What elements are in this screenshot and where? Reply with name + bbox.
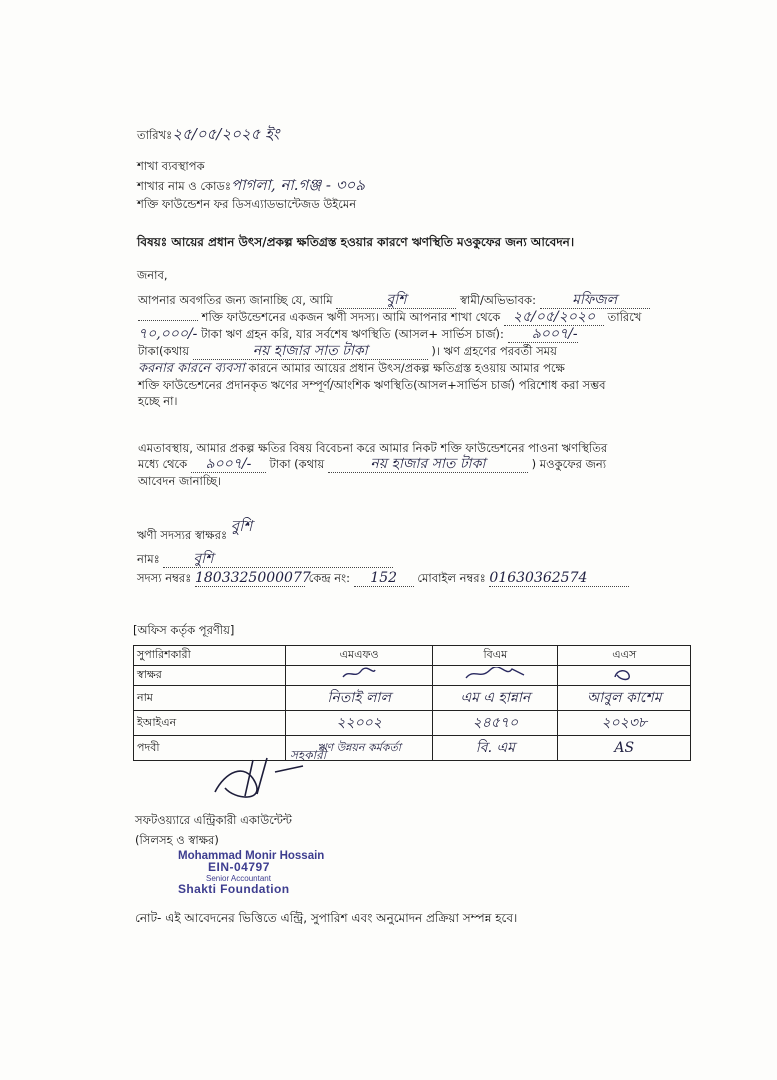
para1-text-1: আপনার অবগতির জন্য জানাচ্ছি যে, আমি [138,293,333,307]
waiver-words-value: নয় হাজার সাত টাকা [370,456,486,472]
office-heading: [অফিস কর্তৃক পূরণীয়] [133,623,235,637]
table-cell: ২৪৫৭০ [433,711,558,736]
table-cell: ইআইএন [134,711,286,736]
subject-line: বিষয়ঃ আয়ের প্রধান উৎস/প্রকল্প ক্ষতিগ্রস্ত হওয়ার কারণে ঋণস্থিতি মওকুফের জন্য আবেদন। [137,235,575,249]
para1-line-5 [138,360,698,377]
branch-line [137,177,365,194]
signature-cell-bm [433,666,558,686]
para2-text-3: টাকা (কথায় [269,457,325,471]
para1-line-7: হচ্ছে না। [138,394,178,408]
signature-mark [339,667,379,681]
balance-words-field [193,343,428,360]
manager-line: শাখা ব্যবস্থাপক [137,159,205,173]
balance-value: ৯০০৭/- [531,326,578,342]
table-row [134,666,691,686]
member-name-value-2: বুশি [193,551,214,567]
guardian-name-value: মফিজল [572,292,618,308]
member-no-value: 1803325000077 [194,570,311,586]
member-signature: বুশি [230,517,253,535]
blank-field [138,320,198,321]
para2-text-2: মধ্যে থেকে [138,457,188,471]
table-header-cell: এমএফও [286,646,433,666]
paragraph-2 [138,440,698,489]
para1-line-1 [138,292,698,309]
office-table [133,645,691,761]
member-name-field [336,292,456,309]
mobile-value: 01630362574 [489,570,588,586]
para1-line-2 [138,309,698,326]
waiver-words-field [328,456,528,473]
table-header-cell: সুপারিশকারী [134,646,286,666]
table-cell: স্বাক্ষর [134,666,286,686]
footnote: নোট- এই আবেদনের ভিত্তিতে এন্ট্রি, সুপারিশ এবং অনুমোদন প্রক্রিয়া সম্পন্ন হবে। [135,911,518,925]
para1-text-7: )। ঋণ গ্রহণের পরবর্তী সময় [431,344,557,358]
balance-field [508,326,578,343]
para1-line-4 [138,343,698,360]
branch-value: পাগলা, না.গঞ্জ - ৩০৯ [231,176,366,194]
accountant-signature [205,752,305,802]
signature-mark [460,667,530,681]
para1-line-3 [138,326,698,343]
table-cell: পদবী [134,736,286,761]
signature-cell-mfo [286,666,433,686]
table-header-row [134,646,691,666]
table-cell: আবুল কাশেম [558,686,691,711]
member-sign-label: ঋণী সদস্যর স্বাক্ষরঃ [137,528,228,542]
member-no-field [194,570,311,587]
mobile-label: মোবাইল নম্বরঃ [417,571,486,585]
para2-line-2 [138,456,698,473]
loan-date-field [504,309,604,326]
signature-cell-as [558,666,691,686]
guardian-name-field [540,292,650,309]
balance-words-value: নয় হাজার সাত টাকা [252,343,368,359]
table-cell: ২০২৩৮ [558,711,691,736]
table-cell: নিতাই লাল [286,686,433,711]
table-cell: AS [558,736,691,761]
mobile-field [489,570,629,587]
member-numbers-line [137,570,629,587]
para1-text-8: কারনে আমার আয়ের প্রধান উৎস/প্রকল্প ক্ষতিগ্রস্ত হওয়ায় আমার পক্ষে [248,361,565,375]
seal-ein: EIN-04797 [208,860,270,874]
table-header-cell: এএস [558,646,691,666]
table-row [134,686,691,711]
center-field [354,570,414,587]
member-name-field-2 [163,551,393,568]
table-cell: ২২০০২ [286,711,433,736]
table-cell: ঋণ উন্নয়ন কর্মকর্তা [286,736,433,761]
para1-text-3: শক্তি ফাউন্ডেশনের একজন ঋণী সদস্য। আমি আপনার শাখা থেকে [201,310,501,324]
member-name-label: নামঃ [137,552,160,566]
date-label: তারিখঃ [137,128,173,142]
para1-text-5: টাকা ঋণ গ্রহন করি, যার সর্বশেষ ঋণস্থিতি (আসল+ সার্ভিস চার্জ): [201,327,504,341]
table-row [134,711,691,736]
signature-mark [609,667,639,681]
mfo-title-extra: সহকারী [290,748,327,762]
signoff-title: সফটওয়্যারে এন্ট্রিকারী একাউন্টেন্ট [135,813,292,827]
seal-name: Mohammad Monir Hossain [178,850,325,862]
para2-text-4: ) মওকুফের জন্য [531,457,607,471]
para1-text-2: স্বামী/অভিভাবক: [460,293,536,307]
para1-line-6: শক্তি ফাউন্ডেশনের প্রদানকৃত ঋণের সম্পূর্ণ/আংশিক ঋণস্থিতি(আসল+সার্ভিস চার্জ) পরিশোধ করা সম্ভব [138,378,606,392]
reason-value: করনার কারনে ব্যবসা [138,361,245,376]
waiver-amount-value: ৯০০৭/- [205,456,252,472]
para1-text-6: টাকা(কথায় [138,344,190,358]
member-name-line [137,551,393,568]
seal-org: Shakti Foundation [178,882,290,896]
waiver-amount-field [191,456,266,473]
center-value: 152 [370,570,398,586]
signoff-note: (সিলসহ ও স্বাক্ষর) [135,833,219,847]
table-cell: এম এ হান্নান [433,686,558,711]
table-header-cell: বিএম [433,646,558,666]
official-seal [178,851,328,895]
date-value: ২৫/০৫/২০২৫ ইং [172,125,280,143]
member-no-label: সদস্য নম্বরঃ [137,571,192,585]
para2-line-3: আবেদন জানাচ্ছি। [138,474,222,488]
loan-date-value: ২৫/০৫/২০২০ [512,309,596,325]
date-line [137,126,279,143]
branch-label: শাখার নাম ও কোডঃ [137,179,232,193]
para2-line-1: এমতাবস্থায়, আমার প্রকল্প ক্ষতির বিষয় বিবেচনা করে আমার নিকট শক্তি ফাউন্ডেশনের পাওনা ঋণস্থিতির [138,441,608,455]
table-cell: বি. এম [433,736,558,761]
loan-amount-value: ৭০,০০০/- [138,326,198,342]
para1-text-4: তারিখে [607,310,642,324]
seal-role: Senior Accountant [206,874,271,883]
salutation: জনাব, [137,268,168,282]
table-cell: নাম [134,686,286,711]
center-label: কেন্দ্র নং: [308,571,350,585]
org-line: শক্তি ফাউন্ডেশন ফর ডিসএ্যাডভান্টেজড উইমেন [137,197,357,211]
paragraph-1 [138,292,698,409]
member-name-value: বুশি [386,292,407,308]
member-sign-line [137,517,253,543]
